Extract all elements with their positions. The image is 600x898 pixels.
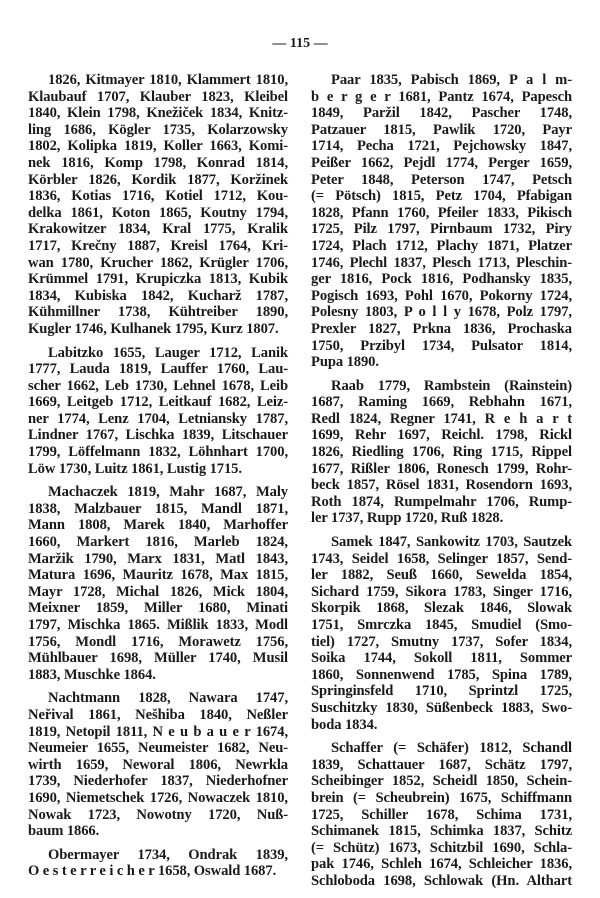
text-line: 1699, Rehr 1697, Reichl. 1798, Rickl bbox=[311, 427, 572, 444]
text-line: 1739, Niederhofer 1837, Niederhofner bbox=[28, 773, 288, 790]
text-line: 1836, Kotias 1716, Kotiel 1712, Kou- bbox=[28, 188, 288, 205]
text-line: Soika 1744, Sokoll 1811, Sommer bbox=[311, 650, 572, 667]
text-line: 1799, Löffelmann 1832, Löhnhart 1700, bbox=[28, 444, 288, 461]
text-line: Nachtmann 1828, Nawara 1747, bbox=[48, 690, 288, 707]
text-line: 1777, Lauda 1819, Lauffer 1760, Lau- bbox=[28, 361, 288, 378]
paragraph bbox=[28, 847, 288, 880]
text-line: 1690, Niemetschek 1726, Nowaczek 1810, bbox=[28, 789, 288, 806]
text-line: 1826, Riedling 1706, Ring 1715, Rippel bbox=[311, 444, 572, 461]
paragraph bbox=[28, 484, 288, 683]
text-line: 1883, Muschke 1864. bbox=[28, 666, 156, 683]
text-line: 1802, Kolipka 1819, Koller 1663, Komi- bbox=[28, 138, 288, 155]
text-line: nek 1816, Komp 1798, Konrad 1814, bbox=[28, 154, 288, 171]
text-line: 1839, Schattauer 1687, Schätz 1797, bbox=[311, 756, 572, 773]
text-line: O e s t e r r e i c h e r 1658, Oswald 1687. bbox=[28, 863, 277, 880]
left-column bbox=[28, 72, 288, 887]
right-column bbox=[311, 72, 572, 897]
text-line: 1725, Schiller 1678, Schima 1731, bbox=[311, 806, 572, 823]
text-line: ler 1737, Rupp 1720, Ruß 1828. bbox=[311, 510, 504, 527]
text-line: Matura 1696, Mauritz 1678, Max 1815, bbox=[28, 567, 288, 584]
text-line: Roth 1874, Rumpelmahr 1706, Rump- bbox=[311, 493, 572, 510]
text-line: Springinsfeld 1710, Sprintzl 1725, bbox=[311, 683, 572, 700]
paragraph bbox=[311, 378, 572, 527]
paragraph bbox=[28, 690, 288, 839]
text-line: 1849, Paržil 1842, Pascher 1748, bbox=[311, 105, 572, 122]
text-line: boda 1834. bbox=[311, 716, 378, 733]
text-line: 1756, Mondl 1716, Morawetz 1756, bbox=[28, 633, 288, 650]
paragraph bbox=[311, 72, 572, 371]
text-line: Redl 1824, Regner 1741, R e h a r t bbox=[311, 410, 572, 427]
text-line: Kugler 1746, Kulhanek 1795, Kurz 1807. bbox=[28, 320, 279, 337]
text-line: 1860, Sonnenwend 1785, Spina 1789, bbox=[311, 666, 572, 683]
text-line: 1677, Rißler 1806, Ronesch 1799, Rohr- bbox=[311, 460, 572, 477]
text-line: 1717, Krečny 1887, Kreisl 1764, Kri- bbox=[28, 237, 288, 254]
text-line: baum 1866. bbox=[28, 823, 100, 840]
text-line: Paar 1835, Pabisch 1869, P a l m- bbox=[331, 72, 572, 88]
text-line: 1828, Pfann 1760, Pfeiler 1833, Pikisch bbox=[311, 204, 572, 221]
text-line: ger 1816, Pock 1816, Podhansky 1835, bbox=[311, 271, 572, 288]
text-line: b e r g e r 1681, Pantz 1674, Papesch bbox=[311, 88, 572, 105]
text-line: 1743, Seidel 1658, Selinger 1857, Send- bbox=[311, 550, 572, 567]
text-line: 1819, Netopil 1811, N e u b a u e r 1674, bbox=[28, 723, 288, 740]
text-line: Maržik 1790, Marx 1831, Matl 1843, bbox=[28, 550, 288, 567]
text-line: Polesny 1803, P o l l y 1678, Polz 1797, bbox=[311, 304, 572, 321]
text-line: Körbler 1826, Kordik 1877, Koržinek bbox=[28, 171, 288, 188]
text-line: 1714, Pecha 1721, Pejchowsky 1847, bbox=[311, 138, 572, 155]
text-line: Mann 1808, Marek 1840, Marhoffer bbox=[28, 517, 288, 534]
text-line: Kühmillner 1738, Kühtreiber 1890, bbox=[28, 304, 288, 321]
text-line: (= Pötsch) 1815, Petz 1704, Pfabigan bbox=[311, 188, 572, 205]
text-line: 1725, Pilz 1797, Pirnbaum 1732, Piry bbox=[311, 221, 572, 238]
text-line: Neumeier 1655, Neumeister 1682, Neu- bbox=[28, 740, 288, 757]
text-line: 1724, Plach 1712, Plachy 1871, Platzer bbox=[311, 237, 572, 254]
text-line: Schimanek 1815, Schimka 1837, Schitz bbox=[311, 823, 572, 840]
text-line: Machaczek 1819, Mahr 1687, Maly bbox=[48, 484, 288, 501]
text-line: Sichard 1759, Sikora 1783, Singer 1716, bbox=[311, 583, 572, 600]
text-line: 1840, Klein 1798, Knežiček 1834, Knitz- bbox=[28, 105, 288, 122]
paragraph bbox=[311, 740, 572, 889]
text-line: Krakowitzer 1834, Kral 1775, Kralik bbox=[28, 221, 288, 238]
text-line: Samek 1847, Sankowitz 1703, Sautzek bbox=[331, 534, 572, 551]
text-line: brein (= Scheubrein) 1675, Schiffmann bbox=[311, 789, 572, 806]
paragraph bbox=[311, 534, 572, 733]
text-line: delka 1861, Koton 1865, Koutny 1794, bbox=[28, 204, 288, 221]
text-line: 1746, Plechl 1837, Plesch 1713, Pleschin- bbox=[311, 254, 572, 271]
text-line: tiel) 1727, Smutny 1737, Sofer 1834, bbox=[311, 633, 572, 650]
text-line: pak 1746, Schleh 1674, Schleicher 1836, bbox=[311, 856, 572, 873]
text-line: ner 1774, Lenz 1704, Letniansky 1787, bbox=[28, 410, 288, 427]
text-line: Krümmel 1791, Krupiczka 1813, Kubik bbox=[28, 271, 288, 288]
text-line: Peter 1848, Peterson 1747, Petsch bbox=[311, 171, 572, 188]
text-line: Mayr 1728, Michal 1826, Mick 1804, bbox=[28, 583, 288, 600]
page-number: — 115 — bbox=[272, 36, 328, 51]
text-line: Lindner 1767, Lischka 1839, Litschauer bbox=[28, 427, 288, 444]
text-line: Meixner 1859, Miller 1680, Minati bbox=[28, 600, 288, 617]
text-line: 1750, Przibyl 1734, Pulsator 1814, bbox=[311, 337, 572, 354]
text-line: Scheibinger 1852, Scheidl 1850, Schein- bbox=[311, 773, 572, 790]
text-line: Neřival 1861, Nešhiba 1840, Neßler bbox=[28, 706, 288, 723]
text-line: Nowak 1723, Nowotny 1720, Nuß- bbox=[28, 806, 288, 823]
text-line: 1660, Markert 1816, Marleb 1824, bbox=[28, 534, 288, 551]
paragraph bbox=[28, 345, 288, 478]
text-line: 1669, Leitgeb 1712, Leitkauf 1682, Leiz- bbox=[28, 394, 288, 411]
text-line: wan 1780, Krucher 1862, Krügler 1706, bbox=[28, 254, 288, 271]
text-line: ler 1882, Seuß 1660, Sewelda 1854, bbox=[311, 567, 572, 584]
text-line: Obermayer 1734, Ondrak 1839, bbox=[48, 846, 288, 863]
text-line: 1797, Mischka 1865. Mißlik 1833, Modl bbox=[28, 617, 288, 633]
text-line: Labitzko 1655, Lauger 1712, Lanik bbox=[48, 344, 288, 361]
text-line: Pogisch 1693, Pohl 1670, Pokorny 1724, bbox=[311, 287, 572, 304]
text-line: Mühlbauer 1698, Müller 1740, Musil bbox=[28, 650, 288, 667]
text-line: wirth 1659, Neworal 1806, Newrkla bbox=[28, 756, 288, 773]
text-line: Löw 1730, Luitz 1861, Lustig 1715. bbox=[28, 460, 242, 477]
paragraph bbox=[28, 72, 288, 338]
text-line: Patzauer 1815, Pawlik 1720, Payr bbox=[311, 121, 572, 138]
text-line: scher 1662, Leb 1730, Lehnel 1678, Leib bbox=[28, 377, 288, 394]
text-line: Suschitzky 1830, Süßenbeck 1883, Swo- bbox=[311, 699, 572, 716]
text-line: Schaffer (= Schäfer) 1812, Schandl bbox=[331, 740, 572, 757]
text-line: 1687, Raming 1669, Rebhahn 1671, bbox=[311, 394, 572, 411]
text-line: Peißer 1662, Pejdl 1774, Perger 1659, bbox=[311, 154, 572, 171]
text-line: Skorpik 1868, Slezak 1846, Slowak bbox=[311, 600, 572, 617]
text-line: Klaubauf 1707, Klauber 1823, Kleibel bbox=[28, 88, 288, 105]
text-line: 1834, Kubiska 1842, Kucharž 1787, bbox=[28, 287, 288, 304]
text-line: (= Schütz) 1673, Schitzbil 1690, Schla- bbox=[311, 839, 572, 856]
text-line: 1751, Smrczka 1845, Smudiel (Smo- bbox=[311, 617, 572, 633]
text-line: Pupa 1890. bbox=[311, 354, 379, 371]
text-line: Prexler 1827, Prkna 1836, Prochaska bbox=[311, 320, 572, 337]
text-line: 1826, Kitmayer 1810, Klammert 1810, bbox=[48, 72, 288, 88]
text-line: beck 1857, Rösel 1831, Rosendorn 1693, bbox=[311, 477, 572, 494]
text-line: 1838, Malzbauer 1815, Mandl 1871, bbox=[28, 500, 288, 517]
text-line: Raab 1779, Rambstein (Rainstein) bbox=[331, 377, 572, 394]
text-line: ling 1686, Kögler 1735, Kolarzowsky bbox=[28, 121, 288, 138]
text-line: Schloboda 1698, Schlowak (Hn. Althart bbox=[311, 872, 572, 889]
